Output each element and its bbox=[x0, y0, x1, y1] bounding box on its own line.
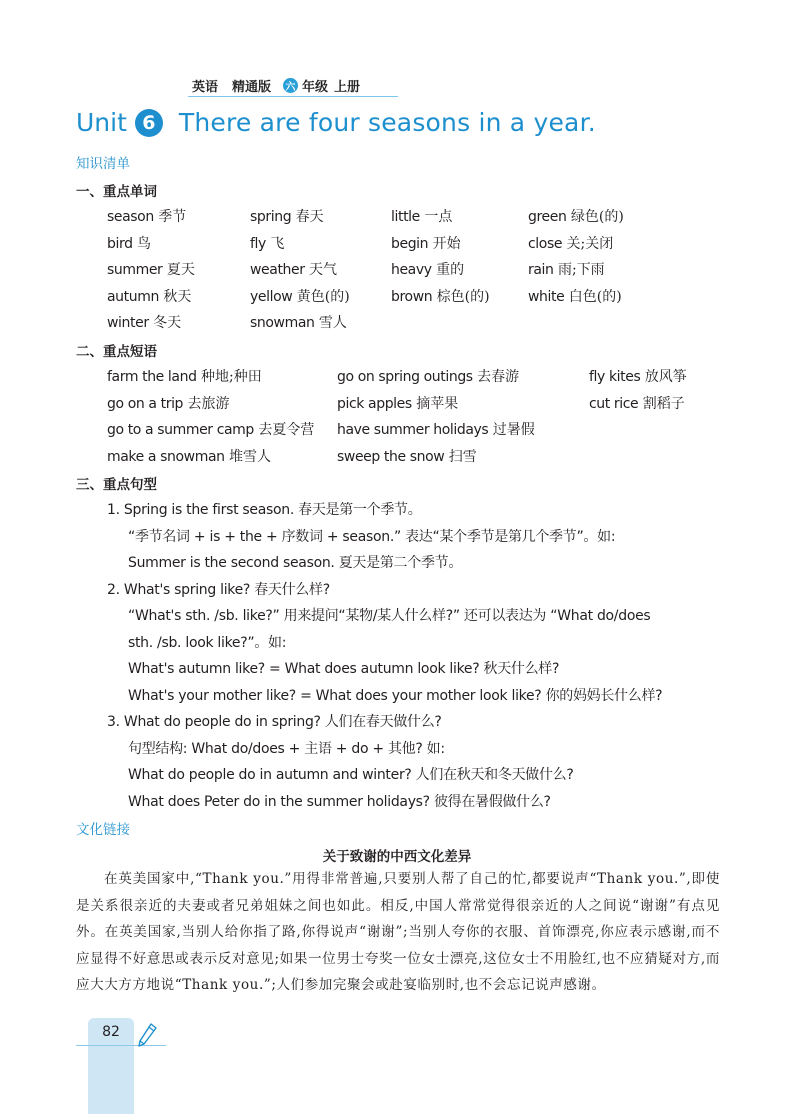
vocab-item-chinese: 冬天 bbox=[148, 315, 182, 332]
header-subject: 英语 bbox=[192, 80, 219, 95]
sentence-line: What does Peter do in the summer holidays? 彼得在暑假做什么? bbox=[128, 793, 551, 810]
grade-badge: 六 bbox=[283, 78, 298, 93]
vocab-item-chinese: 绿色(的) bbox=[566, 209, 624, 225]
phrase-item-chinese: 去夏令营 bbox=[253, 422, 315, 439]
sentence-line: Summer is the second season. 夏天是第二个季节。 bbox=[128, 555, 463, 571]
phrases-heading: 二、重点短语 bbox=[76, 344, 157, 360]
vocab-item bbox=[528, 286, 622, 306]
vocab-item-english: rain bbox=[528, 262, 554, 279]
culture-section-label: 文化链接 bbox=[76, 822, 130, 838]
phrase-item-english: pick apples bbox=[337, 395, 412, 412]
vocab-item-chinese: 雪人 bbox=[314, 315, 347, 332]
vocab-item bbox=[107, 286, 191, 306]
sentence-line: What's your mother like? = What does your mother look like? 你的妈妈长什么样? bbox=[128, 687, 663, 704]
sentence-line: “What's sth. /sb. like?” 用来提问“某物/某人什么样?” 还可以表达为 “What do/does bbox=[128, 608, 651, 624]
vocab-item bbox=[250, 259, 337, 279]
vocab-item-chinese: 春天 bbox=[291, 209, 324, 225]
article-paragraph: 在英美国家中,“Thank you.”用得非常普遍,只要别人帮了自己的忙,都要说声“Thank you.”,即使是关系很亲近的夫妻或者兄弟姐妹之间也如此。相反,中国人常常觉得很亲近的人之间说“谢谢”有点见外。在英美国家,当别人给你指了路,你得说声“谢谢”;当别人夸你的衣服、首饰漂亮,你应表示感谢,而不应显得不好意思或表示反对意见;如果一位男士夸奖一位女士漂亮,这位女士不用脸红,也不应猜疑对方,而应大大方方地说“Thank you.”;人们参加完聚会或赴宴临别时,也不会忘记说声感谢。 bbox=[76, 871, 720, 994]
vocab-item bbox=[528, 259, 605, 279]
vocab-item-chinese: 雨;下雨 bbox=[553, 262, 605, 279]
vocab-item-english: spring bbox=[250, 209, 292, 225]
sentences-heading: 三、重点句型 bbox=[76, 477, 157, 493]
vocab-item-english: heavy bbox=[391, 262, 432, 279]
vocab-item-chinese: 鸟 bbox=[132, 235, 152, 252]
vocab-item-chinese: 飞 bbox=[265, 235, 285, 252]
vocab-item-english: summer bbox=[107, 262, 163, 279]
vocab-item-english: begin bbox=[391, 235, 429, 252]
phrase-item bbox=[107, 419, 314, 439]
phrase-item bbox=[337, 366, 519, 386]
vocab-item-chinese: 黄色(的) bbox=[292, 288, 350, 305]
vocab-item-english: brown bbox=[391, 288, 433, 305]
phrase-item-english: fly kites bbox=[589, 369, 641, 385]
header-edition: 精通版 bbox=[232, 80, 272, 95]
vocab-item bbox=[250, 233, 284, 253]
phrase-item-chinese: 种地;种田 bbox=[196, 369, 262, 385]
vocab-item bbox=[250, 312, 347, 332]
vocab-item-english: bird bbox=[107, 235, 133, 252]
unit-number-badge: 6 bbox=[135, 109, 163, 137]
running-header bbox=[192, 76, 360, 95]
sentence-line: 句型结构: What do/does + 主语 + do + 其他? 如: bbox=[128, 740, 445, 757]
vocab-item bbox=[391, 233, 461, 253]
vocab-item-chinese: 白色(的) bbox=[564, 288, 622, 305]
phrase-item bbox=[337, 446, 477, 466]
sentence-line: What's autumn like? = What does autumn look like? 秋天什么样? bbox=[128, 661, 560, 677]
vocab-item-english: autumn bbox=[107, 288, 159, 305]
vocab-item-english: winter bbox=[107, 315, 149, 332]
vocab-item-english: close bbox=[528, 235, 563, 252]
phrase-item bbox=[107, 366, 262, 386]
vocab-heading: 一、重点单词 bbox=[76, 184, 157, 200]
vocab-item bbox=[107, 312, 181, 332]
phrase-item bbox=[107, 446, 271, 466]
vocab-item bbox=[107, 206, 186, 226]
sentence-line: 3. What do people do in spring? 人们在春天做什么? bbox=[107, 714, 442, 730]
vocab-item bbox=[391, 206, 452, 226]
unit-word: Unit bbox=[76, 108, 127, 137]
vocab-item bbox=[391, 286, 490, 306]
vocab-item-english: little bbox=[391, 209, 420, 225]
vocab-item bbox=[528, 206, 624, 226]
vocab-item-english: fly bbox=[250, 235, 266, 252]
vocab-item-chinese: 开始 bbox=[428, 235, 461, 252]
phrase-item-chinese: 去旅游 bbox=[183, 395, 230, 412]
vocab-item bbox=[250, 206, 324, 226]
phrase-item-english: go on spring outings bbox=[337, 369, 473, 385]
pencil-icon bbox=[136, 1022, 158, 1048]
vocab-item-english: green bbox=[528, 209, 567, 225]
phrase-item-english: cut rice bbox=[589, 395, 639, 412]
article-title: 关于致谢的中西文化差异 bbox=[322, 849, 472, 865]
phrase-item-chinese: 割稻子 bbox=[638, 395, 685, 412]
phrase-item-chinese: 摘苹果 bbox=[411, 395, 459, 412]
vocab-item-chinese: 秋天 bbox=[158, 288, 192, 305]
vocab-item bbox=[391, 259, 464, 279]
sentence-line: 2. What's spring like? 春天什么样? bbox=[107, 581, 330, 598]
vocab-item-english: yellow bbox=[250, 288, 293, 305]
phrase-item bbox=[589, 393, 685, 413]
vocab-item-chinese: 天气 bbox=[304, 262, 338, 279]
unit-heading: There are four seasons in a year. bbox=[178, 108, 596, 137]
vocab-item-english: white bbox=[528, 288, 565, 305]
unit-title bbox=[76, 108, 596, 137]
vocab-item-chinese: 重的 bbox=[431, 262, 465, 279]
vocab-item bbox=[528, 233, 613, 253]
phrase-item-english: sweep the snow bbox=[337, 448, 445, 465]
vocab-item-chinese: 季节 bbox=[153, 209, 187, 225]
phrase-item bbox=[337, 393, 458, 413]
vocab-item bbox=[107, 233, 151, 253]
header-volume: 上册 bbox=[334, 80, 361, 95]
phrase-item bbox=[337, 419, 535, 439]
phrase-item-chinese: 去春游 bbox=[472, 369, 520, 385]
vocab-item-chinese: 夏天 bbox=[162, 262, 195, 279]
vocab-item bbox=[107, 259, 195, 279]
sentence-line: “季节名词 + is + the + 序数词 + season.” 表达“某个季节是第几个季节”。如: bbox=[128, 528, 616, 545]
sentence-line: What do people do in autumn and winter? 人们在秋天和冬天做什么? bbox=[128, 767, 574, 783]
phrase-item-english: have summer holidays bbox=[337, 422, 489, 439]
phrase-item-chinese: 堆雪人 bbox=[224, 448, 272, 465]
phrase-item-chinese: 过暑假 bbox=[488, 422, 535, 439]
phrase-item-english: go on a trip bbox=[107, 395, 184, 412]
phrase-item-english: make a snowman bbox=[107, 448, 225, 465]
vocab-item-chinese: 一点 bbox=[419, 209, 453, 225]
phrase-item-english: farm the land bbox=[107, 369, 197, 385]
sentence-line: sth. /sb. look like?”。如: bbox=[128, 634, 287, 651]
header-grade: 年级 bbox=[302, 80, 329, 95]
knowledge-section-label: 知识清单 bbox=[76, 156, 130, 172]
phrase-item-chinese: 放风筝 bbox=[640, 369, 687, 385]
vocab-item-chinese: 关;关闭 bbox=[562, 235, 614, 252]
vocab-item-english: weather bbox=[250, 262, 305, 279]
phrase-item-english: go to a summer camp bbox=[107, 422, 254, 439]
vocab-item-english: season bbox=[107, 209, 154, 225]
sentence-line: 1. Spring is the first season. 春天是第一个季节。 bbox=[107, 502, 422, 518]
phrase-item bbox=[589, 366, 687, 386]
vocab-item-chinese: 棕色(的) bbox=[432, 288, 490, 305]
vocab-item bbox=[250, 286, 350, 306]
header-divider bbox=[188, 96, 398, 97]
vocab-item-english: snowman bbox=[250, 315, 315, 332]
phrase-item-chinese: 扫雪 bbox=[444, 448, 477, 465]
phrase-item bbox=[107, 393, 230, 413]
page-number: 82 bbox=[102, 1024, 120, 1040]
